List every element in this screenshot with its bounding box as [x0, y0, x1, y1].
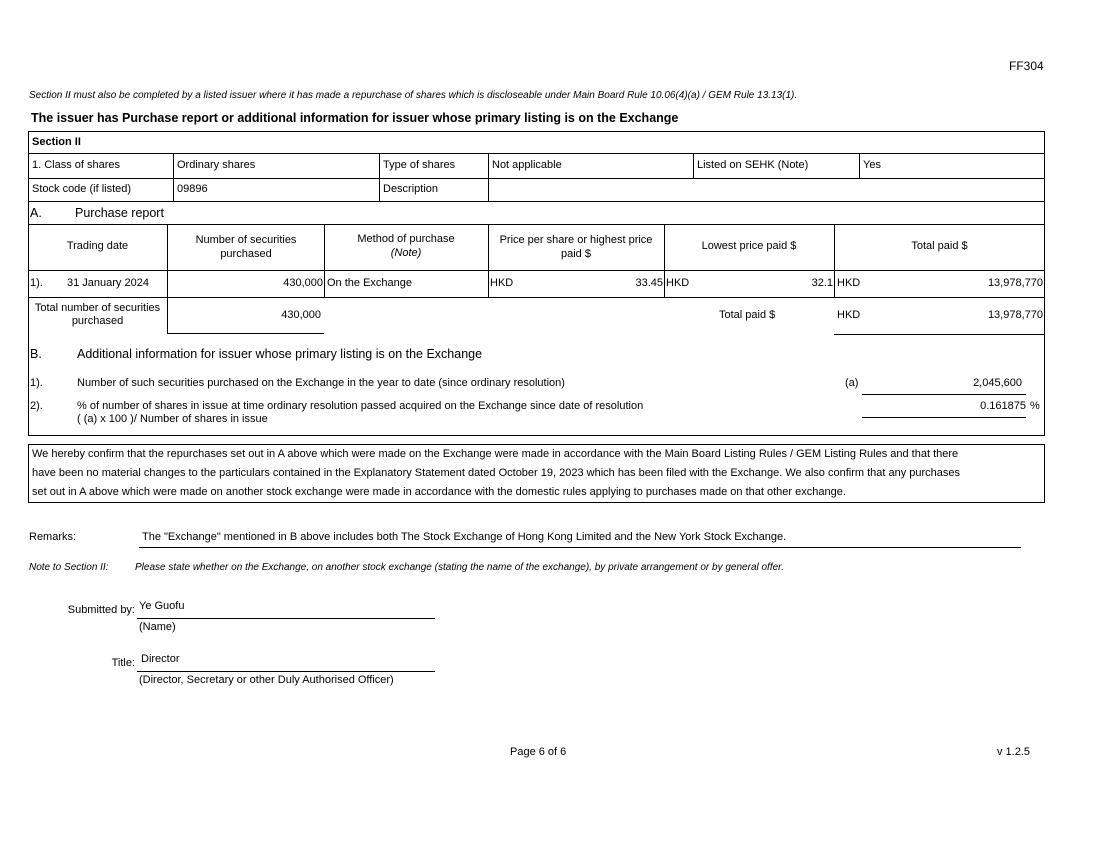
submitted-by-label: Submitted by: [67, 604, 135, 616]
form-code: FF304 [1009, 59, 1044, 73]
divider [28, 178, 1045, 179]
class-of-shares-value: Ordinary shares [177, 159, 256, 171]
row-trading-date: 31 January 2024 [67, 277, 149, 289]
header-method-note: (Note) [390, 247, 422, 259]
listed-on-sehk-value: Yes [863, 159, 881, 171]
note-label: Note to Section II: [29, 562, 109, 573]
row-high-currency: HKD [490, 277, 514, 289]
part-a-letter: A. [30, 206, 42, 220]
header-method-of-purchase: Method of purchase [357, 233, 455, 245]
divider [167, 224, 168, 298]
signer-title: Director [141, 653, 180, 665]
divider [28, 297, 1045, 298]
name-caption: (Name) [139, 621, 176, 633]
section-heading: The issuer has Purchase report or additional information for issuer whose primary listing is on the Exchange [31, 111, 679, 125]
divider [488, 153, 489, 201]
row-total-currency: HKD [837, 277, 861, 289]
total-paid-label: Total paid $ [719, 309, 776, 321]
divider [379, 153, 380, 201]
title-label: Title: [111, 657, 135, 669]
row-number-purchased: 430,000 [283, 277, 323, 289]
divider [139, 547, 1021, 548]
row-index: 1). [30, 277, 43, 289]
part-b-title: Additional information for issuer whose primary listing is on the Exchange [77, 347, 483, 361]
header-trading-date: Trading date [66, 240, 129, 252]
divider [28, 270, 1045, 271]
section-title: Section II [32, 136, 81, 148]
divider [862, 394, 1026, 395]
confirmation-line-2: have been no material changes to the particulars contained in the Explanatory Statement dated October 19, 2023 which has been filed with the Exchange. We also confirm that any purchases [32, 467, 961, 479]
divider [664, 224, 665, 298]
description-label: Description [383, 183, 439, 195]
stock-code-label: Stock code (if listed) [32, 183, 132, 195]
item1-ref: (a) [845, 377, 859, 389]
row-low-currency: HKD [666, 277, 690, 289]
header-total-paid: Total paid $ [911, 240, 968, 252]
row-high-price: 33.45 [635, 277, 663, 289]
remarks-text: The "Exchange" mentioned in B above includes both The Stock Exchange of Hong Kong Limited and the New York Stock Exchange. [142, 531, 787, 543]
total-paid-currency: HKD [837, 309, 861, 321]
divider [167, 297, 168, 334]
part-a-title: Purchase report [75, 206, 164, 220]
header-highest-price: Price per share or highest price paid $ [499, 234, 653, 260]
item2-text: % of number of shares in issue at time ordinary resolution passed acquired on the Exchange since date of resolution [77, 400, 644, 412]
note-text: Please state whether on the Exchange, on another stock exchange (stating the name of the exchange), by private arrangement or by general offer. [135, 562, 784, 573]
confirmation-line-3: set out in A above which were made on another stock exchange were made in accordance with the domestic rules applying to purchases made on that other exchange. [32, 486, 846, 498]
divider [862, 417, 1026, 418]
header-lowest-price: Lowest price paid $ [701, 240, 797, 252]
item2-index: 2). [30, 400, 43, 412]
divider [834, 334, 1045, 335]
signer-name: Ye Guofu [139, 600, 185, 612]
divider [28, 224, 1045, 225]
remarks-label: Remarks: [29, 531, 77, 543]
divider [167, 333, 324, 334]
total-number-label: Total number of securities purchased [34, 302, 161, 327]
divider [137, 671, 435, 672]
divider [28, 153, 1045, 154]
confirmation-line-1: We hereby confirm that the repurchases set out in A above which were made on the Exchange were made in accordance with the Main Board Listing Rules / GEM Listing Rules and that there [32, 448, 959, 460]
row-low-price: 32.1 [811, 277, 833, 289]
item1-index: 1). [30, 377, 43, 389]
item2-formula: ( (a) x 100 )/ Number of shares in issue [77, 413, 268, 425]
total-number-value: 430,000 [281, 309, 321, 321]
item1-value: 2,045,600 [973, 377, 1022, 389]
type-of-shares-label: Type of shares [383, 159, 456, 171]
title-caption: (Director, Secretary or other Duly Authorised Officer) [139, 674, 394, 686]
version: v 1.2.5 [997, 746, 1031, 758]
divider [488, 224, 489, 298]
class-of-shares-label: 1. Class of shares [32, 159, 121, 171]
divider [173, 153, 174, 201]
item2-value: 0.161875 [980, 400, 1026, 412]
part-b-letter: B. [30, 347, 42, 361]
header-number-of-securities: Number of securities purchased [195, 234, 297, 260]
divider [834, 224, 835, 298]
item1-text: Number of such securities purchased on the Exchange in the year to date (since ordinary resolution) [77, 377, 565, 389]
stock-code-value: 09896 [177, 183, 208, 195]
divider [137, 618, 435, 619]
divider [693, 153, 694, 178]
listed-on-sehk-label: Listed on SEHK (Note) [697, 159, 809, 171]
row-method: On the Exchange [327, 277, 413, 289]
section-ii-frame [28, 131, 1045, 436]
total-paid-value: 13,978,770 [987, 309, 1043, 321]
divider [28, 201, 1045, 202]
row-total-paid: 13,978,770 [987, 277, 1043, 289]
item2-unit: % [1030, 400, 1040, 412]
intro-note: Section II must also be completed by a listed issuer where it has made a repurchase of shares which is discloseable under Main Board Rule 10.06(4)(a) / GEM Rule 13.13(1). [29, 90, 798, 101]
page-number: Page 6 of 6 [510, 746, 567, 758]
divider [859, 153, 860, 178]
type-of-shares-value: Not applicable [492, 159, 562, 171]
